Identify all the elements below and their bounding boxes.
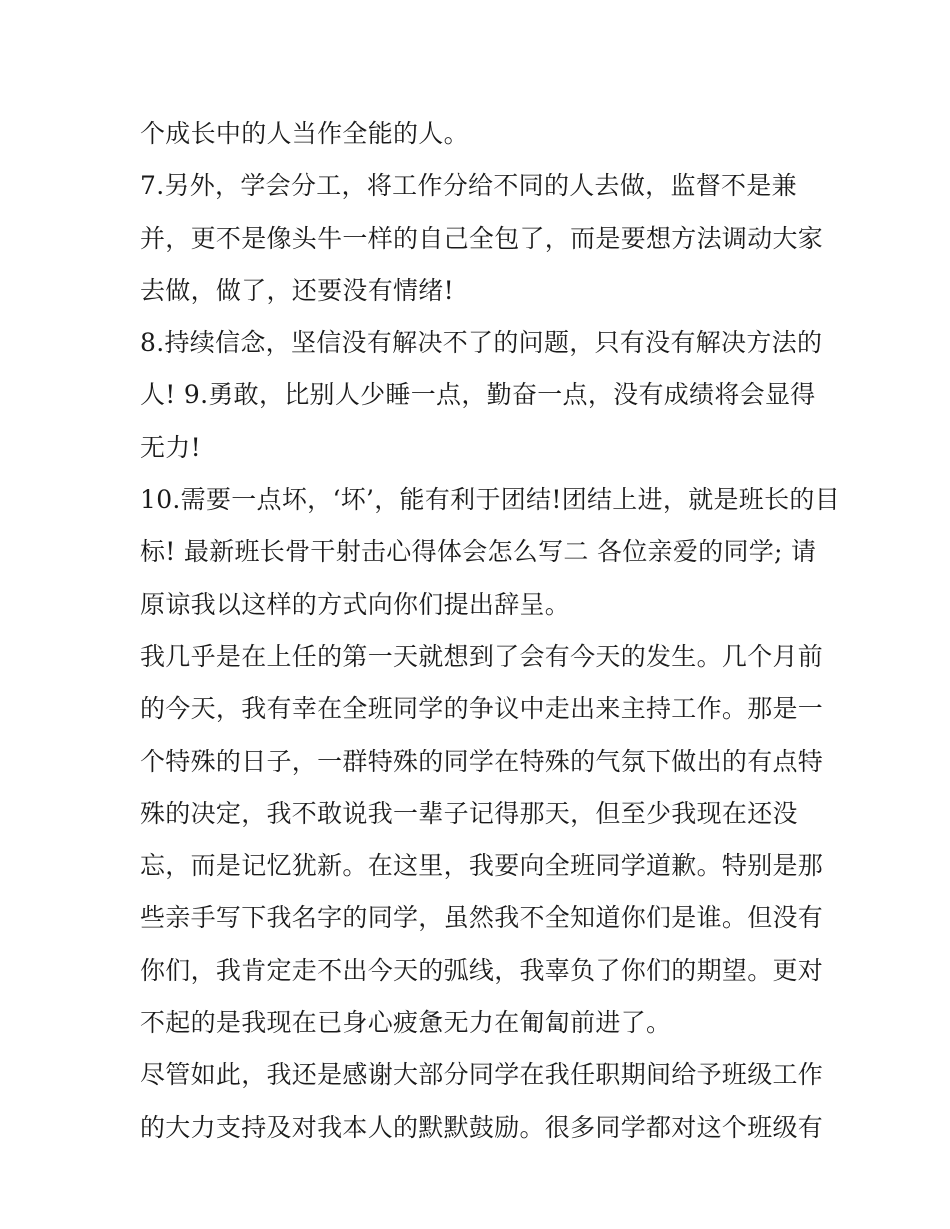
text-line: 殊的决定，我不敢说我一辈子记得那天，但至少我现在还没 [140, 798, 798, 828]
text-line: 个成长中的人当作全能的人。 [140, 119, 469, 148]
text-line: 你们，我肯定走不出今天的弧线，我辜负了你们的期望。更对 [140, 955, 824, 985]
text-line: 我几乎是在上任的第一天就想到了会有今天的发生。几个月前 [140, 641, 824, 671]
text-line: 的今天，我有幸在全班同学的争议中走出来主持工作。那是一 [140, 694, 824, 724]
text-line: 尽管如此，我还是感谢大部分同学在我任职期间给予班级工作 [140, 1060, 824, 1090]
text-line: 无力! [140, 432, 201, 462]
text-line: 的大力支持及对我本人的默默鼓励。很多同学都对这个班级有 [140, 1112, 824, 1142]
text-line: 7.另外，学会分工，将工作分给不同的人去做，监督不是兼 [140, 171, 797, 201]
text-line: 个特殊的日子，一群特殊的同学在特殊的气氛下做出的有点特 [140, 746, 824, 776]
document-body [140, 108, 841, 1154]
text-line: 忘，而是记忆犹新。在这里，我要向全班同学道歉。特别是那 [140, 851, 824, 881]
text-line: 去做，做了，还要没有情绪! [140, 275, 454, 305]
text-line: 10.需要一点坏，‘坏’，能有利于团结!团结上进，就是班长的目 [140, 485, 841, 515]
text-line: 人! 9.勇敢，比别人少睡一点，勤奋一点，没有成绩将会显得 [140, 380, 816, 410]
text-line: 并，更不是像头牛一样的自己全包了，而是要想方法调动大家 [140, 223, 824, 253]
text-line: 些亲手写下我名字的同学，虽然我不全知道你们是谁。但没有 [140, 903, 824, 933]
text-line: 8.持续信念，坚信没有解决不了的问题，只有没有解决方法的 [140, 328, 823, 358]
text-line: 不起的是我现在已身心疲惫无力在匍匐前进了。 [140, 1008, 672, 1038]
text-line: 原谅我以这样的方式向你们提出辞呈。 [140, 589, 571, 619]
text-line: 标! 最新班长骨干射击心得体会怎么写二 各位亲爱的同学; 请 [140, 537, 817, 567]
